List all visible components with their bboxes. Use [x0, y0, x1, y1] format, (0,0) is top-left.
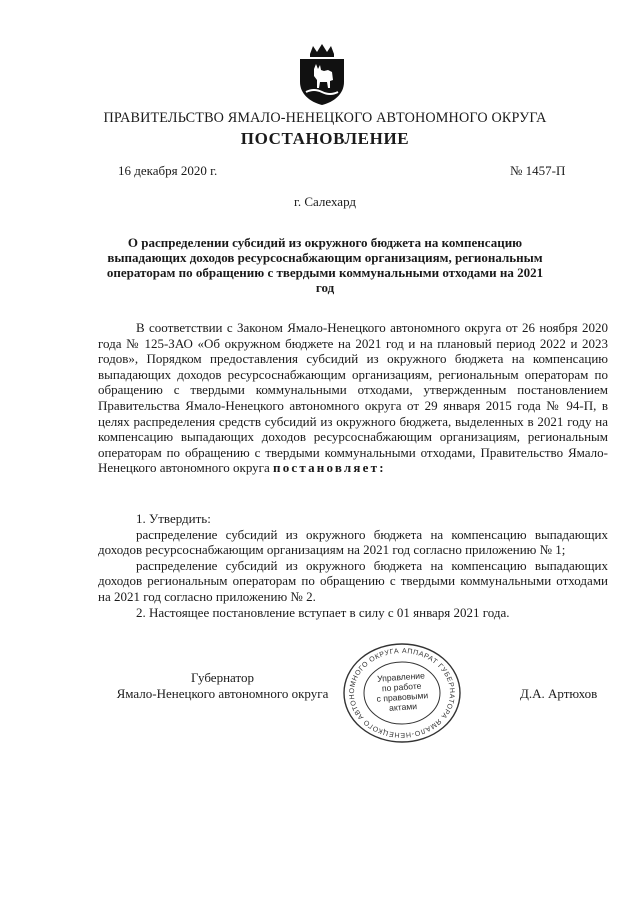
- item-1-sub-1: распределение субсидий из окружного бюджета на компенсацию выпадающих доходов ресурсоснабжающим организациям на 2021 год согласно приложению № 1;: [98, 526, 608, 558]
- signatory-position-line1: Губернатор: [191, 670, 254, 685]
- stamp-line-2: по работе: [381, 680, 422, 694]
- resolution-items: [98, 511, 608, 620]
- document-type: ПОСТАНОВЛЕНИЕ: [240, 129, 410, 148]
- document-title: О распределении субсидий из окружного бюджета на компенсацию выпадающих доходов ресурсоснабжающим организациям, региональным операторам по обращению с твердыми коммунальными отходами на 2021 год: [106, 235, 544, 295]
- document-city: г. Салехард: [293, 194, 357, 209]
- signatory-name: Д.А. Артюхов: [520, 686, 598, 701]
- stamp-line-3: с правовыми: [376, 690, 429, 704]
- stamp-ring-text: АППАРАТ ГУБЕРНАТОРА ЯМАЛО-НЕНЕЦКОГО АВТОНОМНОГО ОКРУГА: [348, 647, 456, 739]
- item-1: 1. Утвердить:: [136, 511, 211, 526]
- document-number: № 1457-П: [510, 163, 566, 178]
- coat-of-arms-icon: [296, 44, 348, 106]
- signatory-position-line2: Ямало-Ненецкого автономного округа: [116, 686, 329, 701]
- stamp-line-4: актами: [388, 701, 418, 713]
- stamp-line-1: Управление: [376, 670, 426, 684]
- item-2: 2. Настоящее постановление вступает в силу с 01 января 2021 года.: [136, 604, 510, 620]
- item-1-sub-2: распределение субсидий из окружного бюджета на компенсацию выпадающих доходов региональным операторам по обращению с твердыми коммунальными отходами на 2021 год согласно приложению № 2.: [98, 557, 608, 604]
- preamble-block: [98, 320, 608, 476]
- resolves-text: постановляет:: [273, 460, 386, 476]
- preamble-paragraph: [98, 320, 608, 476]
- preamble-text: В соответствии с Законом Ямало-Ненецкого автономного округа от 26 ноября 2020 года № 125-ЗАО «Об окружном бюджете на 2021 год и на плановый период 2022 и 2023 годов», Порядком предоставления субсидий из окружного бюджета на компенсацию выпадающих доходов ресурсоснабжающим организациям, региональным операторам по обращению с твердыми коммунальными отходами, утвержденным постановлением Правительства Ямало-Ненецкого автономного округа от 29 января 2015 года № 94-П, в целях распределения средств субсидий из окружного бюджета, выделенных в 2021 году на компенсацию выпадающих доходов ресурсоснабжающим организациям, региональным операторам по обращению с твердыми коммунальными отходами, Правительство Ямало-Ненецкого автономного округа: [98, 320, 608, 476]
- signatory-position: [100, 670, 345, 702]
- document-date: 16 декабря 2020 г.: [118, 163, 218, 178]
- organization-name: ПРАВИТЕЛЬСТВО ЯМАЛО-НЕНЕЦКОГО АВТОНОМНОГО ОКРУГА: [103, 110, 547, 126]
- stamp-inner-text: [356, 669, 449, 715]
